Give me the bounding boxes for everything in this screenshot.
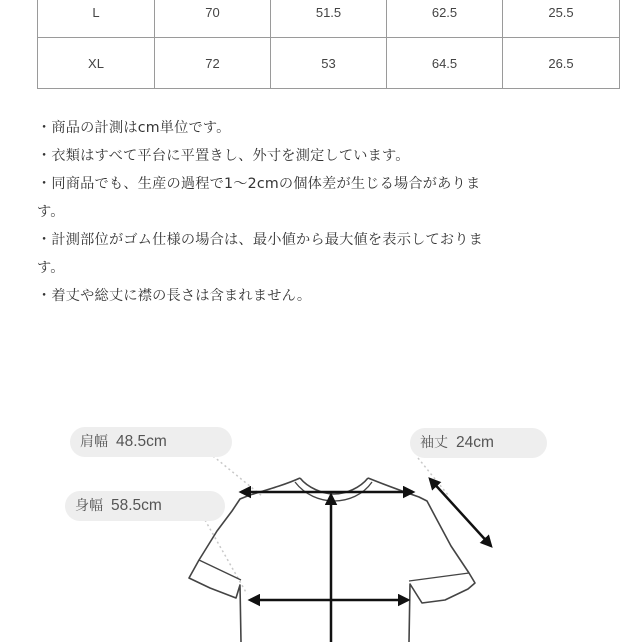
sleeve-length-title: 袖丈 <box>420 435 448 451</box>
note-line: ・同商品でも、生産の過程で1〜2cmの個体差が生じる場合がありま <box>37 176 481 192</box>
bodywidth-leader <box>205 520 247 594</box>
right-cuff <box>409 573 469 581</box>
note-line: す。 <box>37 204 65 220</box>
table-cell: 64.5 <box>387 38 503 89</box>
note-line: ・着丈や総丈に襟の長さは含まれません。 <box>37 288 312 304</box>
table-cell: 72 <box>155 38 271 89</box>
table-cell: L <box>38 0 155 38</box>
table-cell: 51.5 <box>271 0 387 38</box>
note-line: す。 <box>37 260 65 276</box>
shoulder-width-title: 肩幅 <box>80 434 108 450</box>
table-cell: 25.5 <box>503 0 620 38</box>
sleeve-length-label <box>410 428 547 458</box>
note-line: ・商品の計測はcm単位です。 <box>37 120 231 136</box>
shoulder-leader <box>213 456 262 496</box>
body-width-label <box>65 491 225 521</box>
table-cell: 53 <box>271 38 387 89</box>
sleeve-length-value: 24cm <box>456 434 494 451</box>
table-cell: 62.5 <box>387 0 503 38</box>
note-line: ・計測部位がゴム仕様の場合は、最小値から最大値を表示しておりま <box>37 232 484 248</box>
shoulder-width-value: 48.5cm <box>116 433 167 450</box>
body-width-value: 58.5cm <box>111 497 162 514</box>
table-cell: XL <box>38 38 155 89</box>
sleeve-leader <box>418 458 448 495</box>
note-line: ・衣類はすべて平台に平置きし、外寸を測定しています。 <box>37 148 410 164</box>
table-cell: 70 <box>155 0 271 38</box>
left-cuff <box>199 560 241 580</box>
body-width-title: 身幅 <box>75 498 103 514</box>
sleeve-arrow <box>430 479 491 546</box>
shoulder-width-label <box>70 427 232 457</box>
table-cell: 26.5 <box>503 38 620 89</box>
